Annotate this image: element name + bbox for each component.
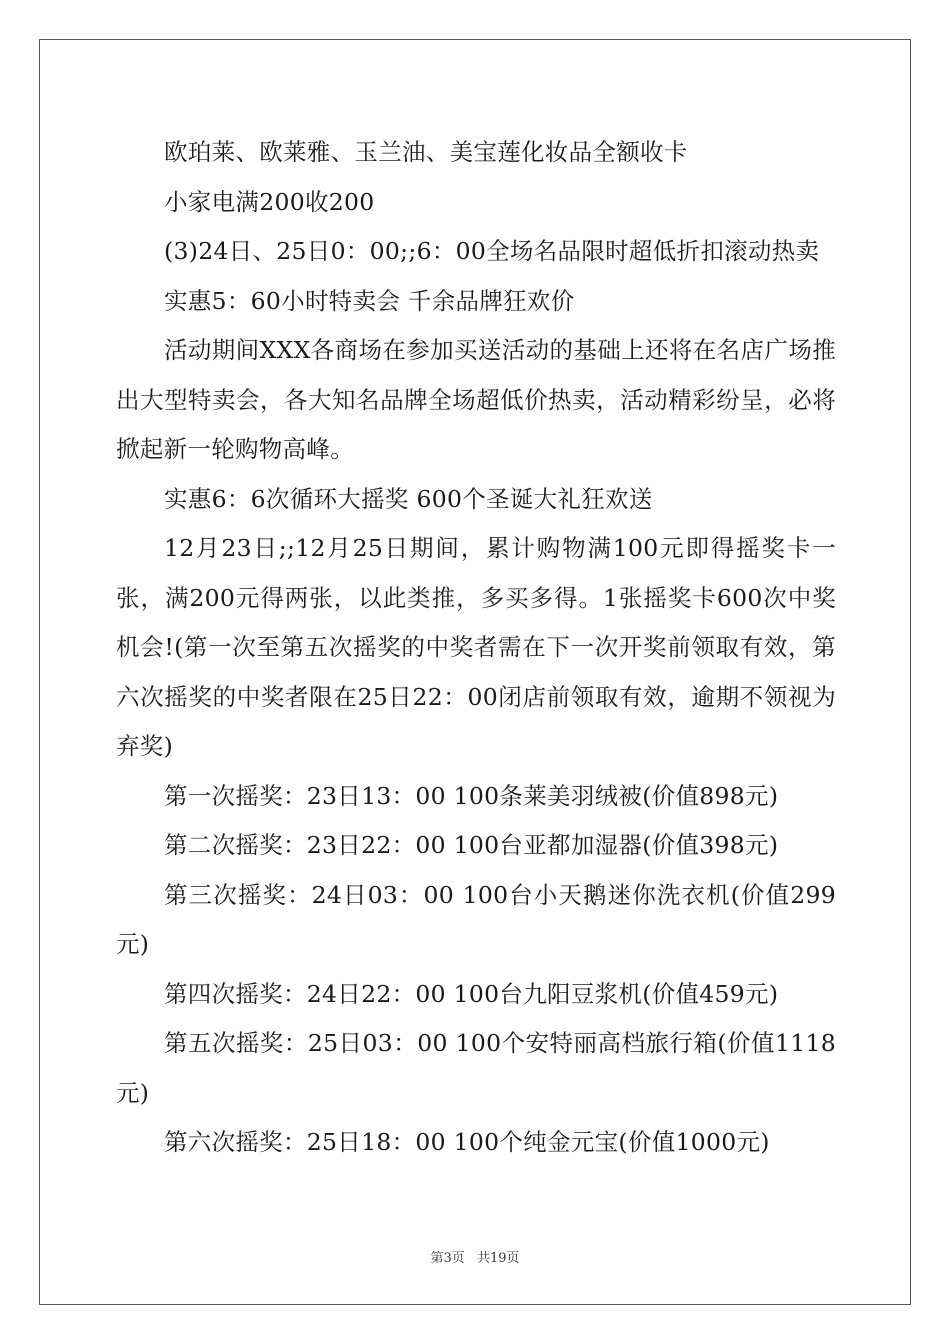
paragraph: 12月23日;;12月25日期间，累计购物满100元即得摇奖卡一张，满200元得两张，以此类推，多买多得。1张摇奖卡600次中奖机会!(第一次至第五次摇奖的中奖者需在下一次开奖前领取有效，第六次摇奖的中奖者限在25日22：00闭店前领取有效，逾期不领视为弃奖) bbox=[116, 534, 836, 760]
page-number: 第3页 bbox=[430, 1251, 465, 1266]
paragraph: 第二次摇奖：23日22：00 100台亚都加湿器(价值398元) bbox=[164, 831, 779, 859]
document-body bbox=[116, 128, 836, 1168]
paragraph: 第三次摇奖：24日03：00 100台小天鹅迷你洗衣机(价值299元) bbox=[116, 880, 836, 958]
page-footer bbox=[0, 1247, 950, 1266]
paragraph: 实惠5：60小时特卖会 千余品牌狂欢价 bbox=[164, 286, 575, 315]
paragraph: (3)24日、25日0：00;;6：00全场名品限时超低折扣滚动热卖 bbox=[164, 237, 820, 265]
page-total: 共19页 bbox=[476, 1251, 520, 1266]
paragraph: 小家电满200收200 bbox=[164, 187, 375, 216]
paragraph: 活动期间XXX各商场在参加买送活动的基础上还将在名店广场推出大型特卖会，各大知名品牌全场超低价热卖，活动精彩纷呈，必将掀起新一轮购物高峰。 bbox=[116, 336, 836, 463]
paragraph: 欧珀莱、欧莱雅、玉兰油、美宝莲化妆品全额收卡 bbox=[164, 138, 688, 166]
paragraph: 第一次摇奖：23日13：00 100条莱美羽绒被(价值898元) bbox=[164, 781, 779, 810]
paragraph: 第五次摇奖：25日03：00 100个安特丽高档旅行箱(价值1118元) bbox=[116, 1029, 836, 1107]
paragraph: 第四次摇奖：24日22：00 100台九阳豆浆机(价值459元) bbox=[164, 979, 779, 1008]
paragraph: 第六次摇奖：25日18：00 100个纯金元宝(价值1000元) bbox=[164, 1128, 770, 1156]
paragraph: 实惠6：6次循环大摇奖 600个圣诞大礼狂欢送 bbox=[164, 484, 653, 513]
